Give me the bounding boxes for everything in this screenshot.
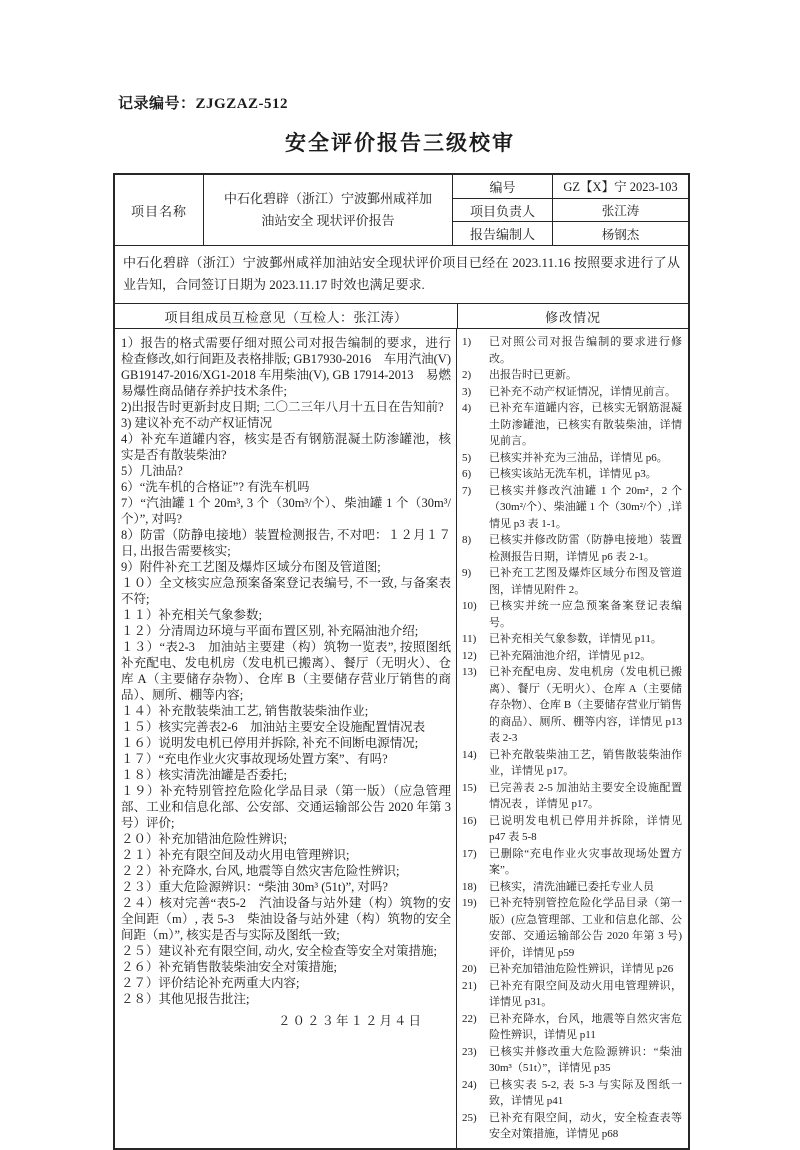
revision-number: 10) bbox=[462, 600, 477, 612]
revision-number: 3) bbox=[462, 385, 472, 398]
comment-item: １２）分清周边环境与平面布置区别, 补充隔油池介绍; bbox=[121, 624, 419, 638]
comments-date: ２０２３年１２月４日 bbox=[277, 1014, 423, 1028]
revision-number: 14) bbox=[462, 748, 477, 761]
revision-text: 已核实表 5-2, 表 5-3 与实际及图纸一致，详情见 p41 bbox=[489, 1078, 682, 1107]
revision-item bbox=[462, 1110, 682, 1143]
revision-text: 已补充相关气象参数，详情见 p11。 bbox=[489, 633, 662, 645]
revision-number: 6) bbox=[462, 468, 472, 480]
revision-item bbox=[462, 978, 682, 1011]
revision-number: 15) bbox=[462, 781, 477, 794]
comment-item: 7）“汽油罐 1 个 20m³, 3 个（30m³/个）、柴油罐 1 个（30m³/个）”, 对吗? bbox=[121, 496, 451, 526]
header-field-label: 项目负责人 bbox=[453, 199, 553, 222]
reviewer-comments-cell bbox=[115, 329, 457, 1148]
comment-item: ２５）建议补充有限空间, 动火, 安全检查等安全对策措施; bbox=[121, 944, 437, 958]
revision-item bbox=[462, 631, 682, 648]
revision-number: 25) bbox=[462, 1111, 477, 1124]
comment-item: １４）补充散装柴油工艺, 销售散装柴油作业; bbox=[121, 704, 369, 718]
header-field-value: 杨钢杰 bbox=[601, 227, 640, 242]
revision-text: 已补充车道罐内容，已核实无钢筋混凝土防渗罐池，已核实有散装柴油，详情见前言。 bbox=[489, 402, 682, 447]
revision-item bbox=[462, 400, 682, 450]
revision-number: 20) bbox=[462, 963, 477, 975]
comment-item: ２０）补充加错油危险性辨识; bbox=[121, 832, 287, 846]
revision-text: 已核实并修改防雷（防静电接地）装置检测报告日期，详情见 p6 表 2-1。 bbox=[489, 534, 682, 563]
comment-item: ２３）重大危险源辨识：“柴油 30m³ (51t)”, 对吗? bbox=[121, 880, 388, 894]
comment-item: ２７）评价结论补充两重大内容; bbox=[121, 976, 300, 990]
revision-item bbox=[462, 664, 682, 747]
revision-item bbox=[462, 648, 682, 665]
revision-number: 22) bbox=[462, 1012, 477, 1025]
revisions-cell bbox=[457, 329, 688, 1148]
revision-item bbox=[462, 879, 682, 896]
revision-number: 2) bbox=[462, 369, 472, 381]
revision-number: 19) bbox=[462, 897, 477, 909]
comment-item: １９）补充特别管控危险化学品目录（第一版）（应急管理部、工业和信息化部、公安部、交通运输部公告 2020 年第 3 号）评价; bbox=[121, 784, 451, 830]
revision-text: 已补充加错油危险性辨识，详情见 p26 bbox=[489, 963, 674, 975]
review-body-row bbox=[115, 329, 688, 1148]
comment-item: ２６）补充销售散装柴油安全对策措施; bbox=[121, 960, 337, 974]
comment-item: １８）核实清洗油罐是否委托; bbox=[121, 768, 287, 782]
comment-item: １０）全文核实应急预案备案登记表编号, 不一致, 与备案表不符; bbox=[121, 576, 451, 606]
header-field-label: 编号 bbox=[453, 175, 553, 198]
revision-number: 21) bbox=[462, 979, 477, 992]
revision-number: 23) bbox=[462, 1045, 477, 1058]
revision-item bbox=[462, 895, 682, 961]
revision-item bbox=[462, 1011, 682, 1044]
comment-item: 5）几油品? bbox=[121, 464, 183, 478]
comments-column-header: 项目组成员互检意见（互检人：张江涛） bbox=[115, 304, 458, 328]
header-field-value: 张江涛 bbox=[601, 204, 640, 218]
revision-item bbox=[462, 367, 682, 384]
comment-item: 8）防雷（防静电接地）装置检测报告, 不对吧：１２月１７日, 出报告需要核实; bbox=[121, 528, 451, 558]
reviewer-comments-list bbox=[121, 335, 451, 1007]
revision-item bbox=[462, 780, 682, 813]
revision-text: 已完善表 2-5 加油站主要安全设施配置情况表 ，详情见 p17。 bbox=[489, 781, 682, 810]
comment-item: 6）“洗车机的合格证”? 有洗车机吗 bbox=[121, 480, 310, 494]
revision-item bbox=[462, 384, 682, 401]
revision-number: 1) bbox=[462, 336, 472, 348]
page-title: 安全评价报告三级校审 bbox=[285, 131, 515, 155]
revision-text: 已补充隔油池介绍，详情见 p12。 bbox=[489, 649, 652, 662]
comment-item: ２８）其他见报告批注; bbox=[121, 992, 250, 1006]
revision-number: 18) bbox=[462, 880, 477, 893]
revision-item bbox=[462, 813, 682, 846]
comment-item: １６）说明发电机已停用并拆除, 补充不间断电源情况; bbox=[121, 736, 419, 750]
revision-number: 11) bbox=[462, 633, 477, 645]
revision-text: 已补充有限空间及动火用电管理辨识，详情见 p31。 bbox=[489, 979, 682, 1008]
revision-item bbox=[462, 961, 682, 978]
revision-text: 已核实并统一应急预案备案登记表编号。 bbox=[489, 600, 682, 629]
revision-text: 已核实该站无洗车机，详情见 p3。 bbox=[489, 468, 657, 480]
revision-number: 7) bbox=[462, 484, 472, 497]
revision-item bbox=[462, 334, 682, 367]
comment-item: １３）“表2-3 加油站主要建（构）筑物一览表”, 按照图纸补充配电、发电机房（发电机已搬离）、餐厅（无明火）、仓库 A（主要储存杂物）、仓库 B（主要储存营业厅销售的商品）、厕所、棚等内容; bbox=[121, 640, 451, 702]
notice-paragraph: 中石化碧辟（浙江）宁波鄞州咸祥加油站安全现状评价项目已经在 2023.11.16 按照要求进行了从业告知，合同签订日期为 2023.11.17 时效也满足要求. bbox=[115, 246, 688, 304]
revision-item bbox=[462, 450, 682, 467]
comment-item: 4）补充车道罐内容，核实是否有钢筋混凝土防渗罐池，核实是否有散装柴油? bbox=[121, 432, 451, 462]
revision-text: 已对照公司对报告编制的要求进行修改。 bbox=[489, 336, 682, 365]
revision-item bbox=[462, 532, 682, 565]
comment-item: １５）核实完善表2-6 加油站主要安全设施配置情况表 bbox=[121, 720, 426, 734]
revision-text: 已核实并补充为三油品，详情见 p6。 bbox=[489, 451, 668, 464]
project-name-value: 中石化碧辟（浙江）宁波鄞州咸祥加油站安全 现状评价报告 bbox=[204, 175, 453, 245]
revision-text: 已补充工艺图及爆炸区域分布图及管道图，详情见附件 2。 bbox=[489, 567, 682, 596]
revision-number: 16) bbox=[462, 814, 477, 827]
revision-text: 已补充散装柴油工艺，销售散装柴油作业，详情见 p17。 bbox=[489, 748, 682, 777]
revision-item bbox=[462, 747, 682, 780]
comment-item: 2)出报告时更新封皮日期; 二〇二三年八月十五日在告知前? bbox=[121, 400, 444, 414]
revision-item bbox=[462, 598, 682, 631]
revisions-column-header: 修改情况 bbox=[544, 309, 601, 325]
revision-item bbox=[462, 483, 682, 533]
revision-number: 9) bbox=[462, 567, 472, 579]
comment-item: 3) 建议补充不动产权证情况 bbox=[121, 416, 273, 430]
comment-item: 1）报告的格式需要仔细对照公司对报告编制的要求，进行检查修改,如行间距及表格排版; GB17930-2016 车用汽油(V) GB19147-2016/XG1-2018 车用柴油(V), GB 17914-2013 易燃易爆性商品储存养护技术条件; bbox=[121, 336, 451, 398]
record-number-value: ZJGZAZ-512 bbox=[195, 96, 289, 112]
revision-number: 24) bbox=[462, 1078, 477, 1091]
comment-item: 9）附件补充工艺图及爆炸区域分布图及管道图; bbox=[121, 560, 381, 574]
revision-text: 已补充特别管控危险化学品目录（第一版）(应急管理部、工业和信息化部、公安部、交通运输部公告 2020 年第 3 号) 评价，详情见 p59 bbox=[489, 897, 682, 959]
revision-text: 出报告时已更新。 bbox=[489, 369, 577, 381]
review-table bbox=[113, 173, 690, 1150]
header-field-label: 报告编制人 bbox=[453, 222, 553, 245]
comment-item: １７）“充电作业火灾事故现场处置方案”、有吗? bbox=[121, 752, 388, 766]
column-header-row bbox=[115, 304, 688, 329]
revision-number: 17) bbox=[462, 847, 477, 860]
record-number-label: 记录编号： bbox=[118, 96, 196, 112]
revision-number: 5) bbox=[462, 451, 472, 464]
header-row bbox=[115, 175, 688, 246]
comment-item: １１）补充相关气象参数; bbox=[121, 608, 262, 622]
revision-text: 已补充配电房、发电机房（发电机已搬离）、餐厅（无明火）、仓库 A（主要储存杂物）、仓库 B（主要储存营业厅销售的商品）、厕所、棚等内容，详情见 p13 表 2-3 bbox=[489, 666, 682, 744]
revision-number: 12) bbox=[462, 649, 477, 662]
revision-text: 已补充降水，台风，地震等自然灾害危险性辨识，详情见 p11 bbox=[489, 1012, 682, 1041]
header-field-row bbox=[453, 198, 688, 222]
project-name-label: 项目名称 bbox=[115, 175, 204, 245]
record-number bbox=[118, 92, 800, 113]
revision-number: 13) bbox=[462, 666, 477, 678]
revision-item bbox=[462, 466, 682, 483]
revision-text: 已补充有限空间，动火，安全检查表等安全对策措施，详情见 p68 bbox=[489, 1111, 682, 1140]
comment-item: ２２）补充降水, 台风, 地震等自然灾害危险性辨识; bbox=[121, 864, 400, 878]
header-field-row bbox=[453, 175, 688, 198]
revision-text: 已补充不动产权证情况，详情见前言。 bbox=[489, 385, 676, 398]
header-field-value: GZ【X】宁 2023-103 bbox=[563, 180, 678, 195]
revision-item bbox=[462, 565, 682, 598]
revision-text: 已核实并修改重大危险源辨识：“柴油 30m³（51t）”，详情见 p35 bbox=[489, 1045, 682, 1074]
revision-text: 已说明发电机已停用并拆除，详情见 p47 表 5-8 bbox=[489, 814, 682, 843]
revision-number: 8) bbox=[462, 534, 472, 546]
comment-item: ２１）补充有限空间及动火用电管理辨识; bbox=[121, 848, 350, 862]
revision-item bbox=[462, 846, 682, 879]
header-fields bbox=[453, 175, 688, 245]
revision-item bbox=[462, 1044, 682, 1077]
revision-number: 4) bbox=[462, 402, 472, 414]
revision-text: 已核实，清洗油罐已委托专业人员 bbox=[489, 880, 654, 893]
comment-item: ２４）核对完善“表5-2 汽油设备与站外建（构）筑物的安全间距（m）, 表 5-3 柴油设备与站外建（构）筑物的安全间距（m）”, 核实是否与实际及图纸一致; bbox=[121, 896, 451, 942]
revision-text: 已核实并修改汽油罐 1 个 20m²，2 个（30m²/个）、柴油罐 1 个（30m²/个）,详情见 p3 表 1-1。 bbox=[489, 484, 682, 530]
header-field-row bbox=[453, 221, 688, 245]
revision-text: 已删除“充电作业火灾事故现场处置方案”。 bbox=[489, 847, 682, 876]
revision-item bbox=[462, 1077, 682, 1110]
